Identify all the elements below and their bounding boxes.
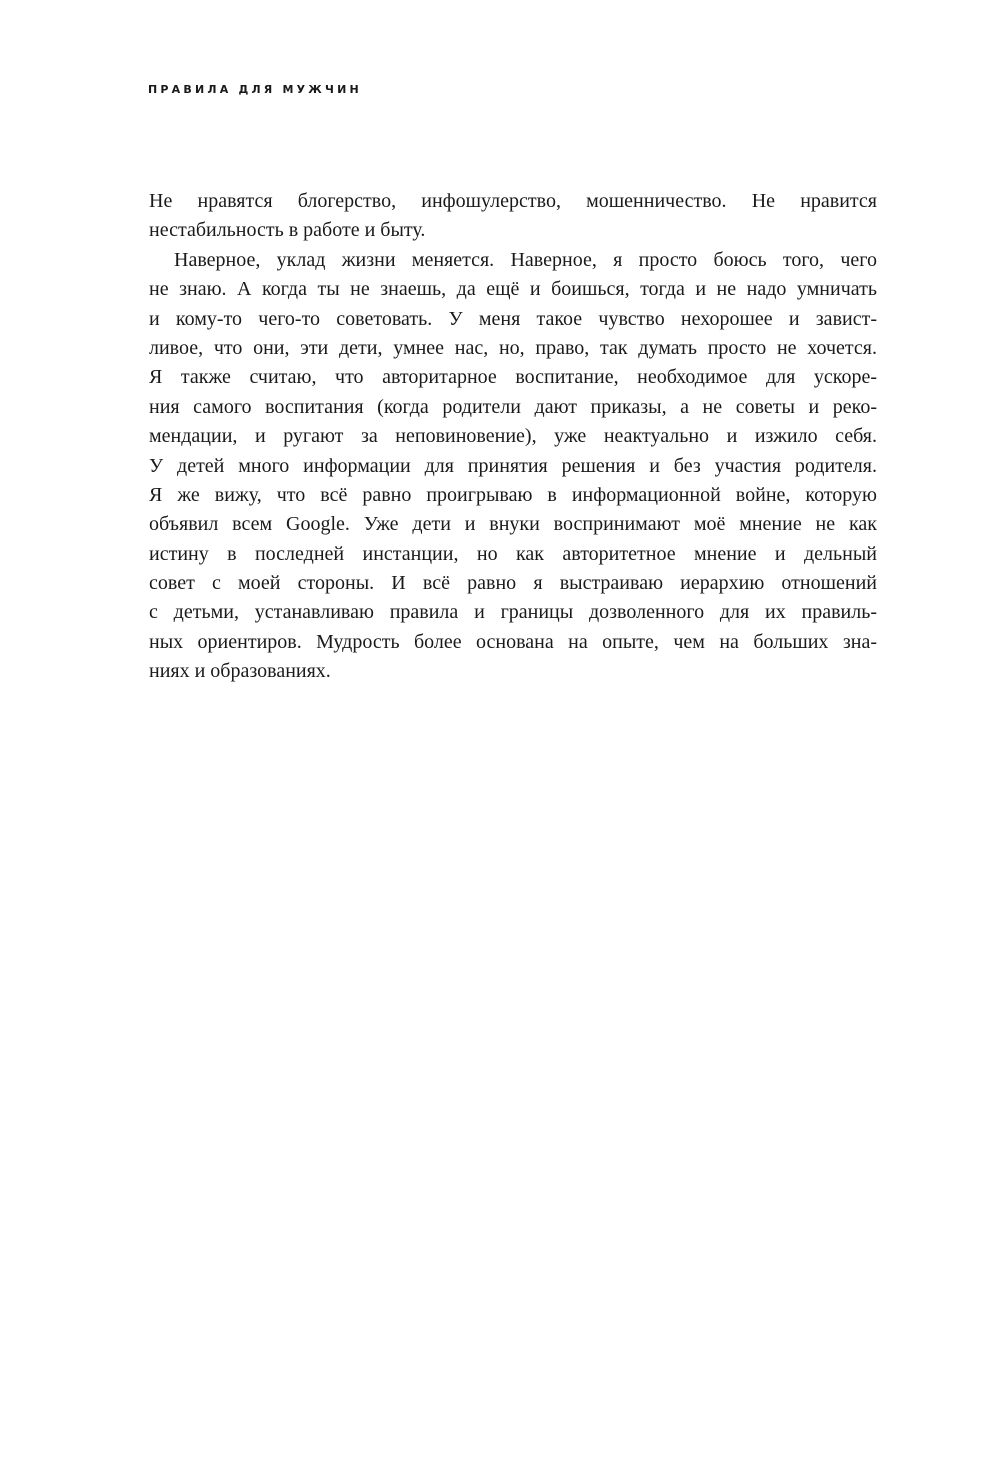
text-line: с детьми, устанавливаю правила и границы дозволенного для их правиль-: [149, 601, 877, 624]
running-head-title: ПРАВИЛА ДЛЯ МУЖЧИН: [148, 83, 362, 96]
text-line: истину в последней инстанции, но как авторитетное мнение и дельный: [149, 542, 877, 565]
text-line: Наверное, уклад жизни меняется. Наверное, я просто боюсь того, чего: [174, 248, 877, 271]
text-line: совет с моей стороны. И всё равно я выстраиваю иерархию отношений: [149, 572, 877, 595]
text-line: объявил всем Google. Уже дети и внуки воспринимают моё мнение не как: [149, 513, 877, 536]
text-line: ливое, что они, эти дети, умнее нас, но, право, так думать просто не хочется.: [149, 336, 877, 359]
paragraph-2: [149, 246, 877, 687]
text-line: Я же вижу, что всё равно проигрываю в информационной войне, которую: [149, 483, 877, 506]
body-text: [149, 187, 877, 687]
text-line: нестабильность в работе и быту.: [149, 219, 426, 242]
text-line: Не нравятся блогерство, инфошулерство, мошенничество. Не нравится: [149, 190, 877, 212]
text-line: и кому-то чего-то советовать. У меня такое чувство нехорошее и завист-: [149, 307, 877, 330]
text-line: ных ориентиров. Мудрость более основана на опыте, чем на больших зна-: [149, 630, 877, 653]
text-line: Я также считаю, что авторитарное воспитание, необходимое для ускоре-: [149, 366, 877, 389]
paragraph-1: [149, 187, 877, 246]
text-line: У детей много информации для принятия решения и без участия родителя.: [149, 454, 877, 477]
text-line: мендации, и ругают за неповиновение), уже неактуально и изжило себя.: [149, 425, 877, 448]
text-line: не знаю. А когда ты не знаешь, да ещё и боишься, тогда и не надо умничать: [149, 278, 877, 301]
text-line: ниях и образованиях.: [149, 660, 331, 683]
text-line: ния самого воспитания (когда родители дают приказы, а не советы и реко-: [149, 395, 877, 418]
